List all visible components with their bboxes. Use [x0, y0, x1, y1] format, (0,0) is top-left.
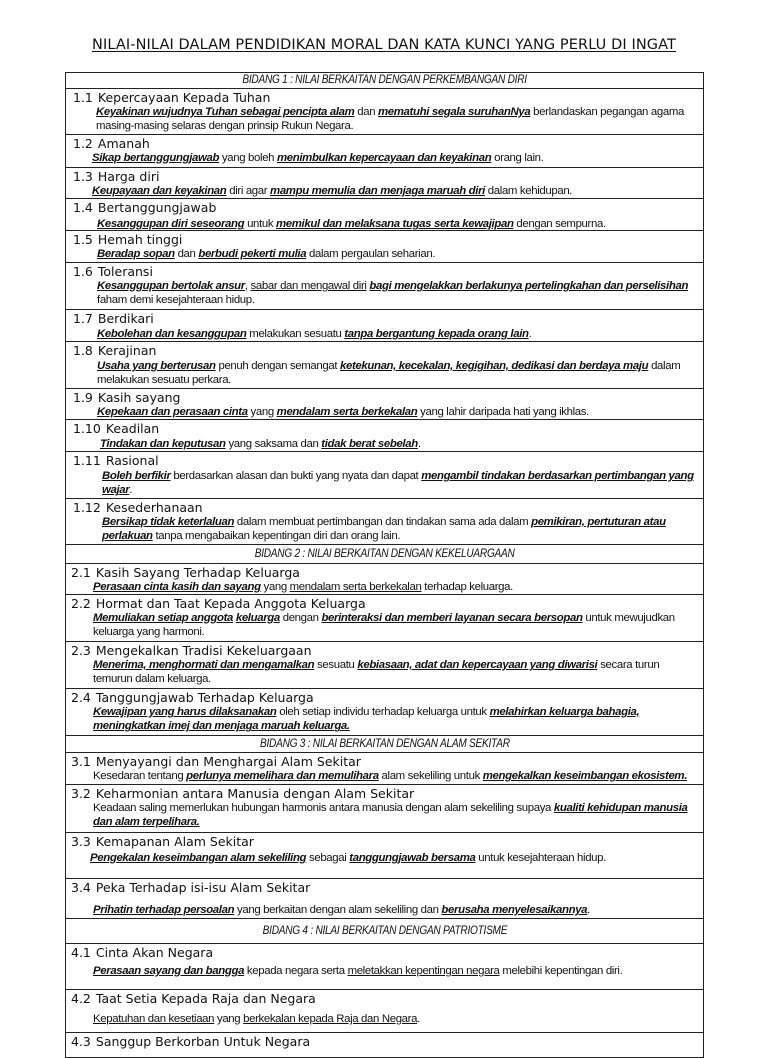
value-heading: [66, 564, 703, 580]
keyword: Kewajipan yang harus dilaksanakan: [93, 706, 277, 718]
description-text: oleh setiap individu terhadap keluarga untuk: [276, 706, 490, 718]
value-name: Bertanggungjawab: [97, 200, 217, 215]
keyword: Beradap sopan: [97, 248, 175, 260]
keyword: Bersikap tidak keterlaluan: [102, 516, 235, 528]
value-name: Rasional: [105, 453, 159, 468]
value-name: Kepercayaan Kepada Tuhan: [97, 90, 271, 105]
value-heading: [66, 642, 703, 658]
keyword: tanpa bergantung kepada orang lain: [344, 328, 529, 340]
value-row: [66, 499, 703, 545]
description-text: alam sekeliling untuk: [378, 770, 483, 782]
value-heading: [66, 263, 703, 279]
description-text: ,: [244, 280, 251, 292]
keyword: Boleh berfikir: [102, 470, 171, 482]
section-heading: [66, 919, 703, 944]
description-text: tanpa mengabaikan kepentingan diri dan orang lain.: [152, 530, 401, 543]
value-row: [66, 595, 703, 642]
description-text: dalam melakukan sesuatu perkara.: [97, 360, 681, 387]
description-text: untuk kesejahteraan hidup.: [475, 852, 606, 864]
keyword: berbudi pekerti mulia: [198, 248, 307, 260]
value-name: Kasih Sayang Terhadap Keluarga: [95, 565, 300, 580]
value-number: 1.8: [73, 343, 93, 358]
value-description: [66, 151, 703, 165]
keyword: memikul dan melaksana tugas serta kewajipan: [276, 218, 514, 230]
value-name: Menyayangi dan Menghargai Alam Sekitar: [95, 754, 361, 769]
value-heading: [66, 944, 703, 960]
value-description: [66, 279, 703, 308]
value-row: [66, 452, 703, 499]
value-number: 1.3: [73, 169, 93, 184]
keyword: tidak berat sebelah: [321, 438, 418, 450]
keyword: tanggungjawab bersama: [349, 852, 476, 864]
value-name: Sanggup Berkorban Untuk Negara: [95, 1034, 311, 1049]
value-name: Kerajinan: [97, 343, 157, 358]
description-text: dan: [174, 248, 199, 260]
value-heading: [66, 990, 703, 1006]
keyword: berusaha menyelesaikannya: [441, 904, 588, 916]
value-number: 1.7: [73, 311, 93, 326]
keyword: melahirkan keluarga bahagia, meningkatkan imej dan menjaga maruah keluarga.: [93, 706, 640, 733]
value-name: Peka Terhadap isi-isu Alam Sekitar: [95, 880, 311, 895]
value-name: Harga diri: [97, 169, 160, 184]
value-row: [66, 564, 703, 595]
keyword: Keupayaan dan keyakinan: [92, 185, 227, 197]
description-text: faham demi kesejahteraan hidup.: [97, 294, 255, 307]
value-description: [66, 217, 703, 231]
keyword: Tindakan dan keputusan: [100, 438, 226, 450]
value-row: [66, 263, 703, 310]
value-description: [66, 184, 703, 198]
description-text: meletakkan kepentingan negara: [347, 965, 500, 977]
value-description: [66, 469, 703, 498]
value-row: [66, 168, 703, 199]
value-name: Amanah: [97, 136, 150, 151]
keyword: mengekalkan keseimbangan ekosistem.: [482, 770, 688, 782]
description-text: yang berkaitan dengan alam sekeliling dan: [234, 904, 442, 916]
value-number: 4.1: [71, 945, 91, 960]
section-heading-text: BIDANG 2 : NILAI BERKAITAN DENGAN KEKELUARGAAN: [254, 548, 515, 560]
page-title: NILAI-NILAI DALAM PENDIDIKAN MORAL DAN KATA KUNCI YANG PERLU DI INGAT: [92, 37, 676, 53]
value-heading: [66, 89, 703, 105]
keyword: Menerima, menghormati dan mengamalkan: [93, 659, 315, 671]
description-text: untuk: [244, 218, 276, 230]
description-text: .: [417, 438, 421, 450]
keyword: Perasaan sayang dan bangga: [93, 965, 245, 977]
keyword: perlunya memelihara dan memulihara: [186, 770, 379, 782]
keyword: kebiasaan, adat dan kepercayaan yang diwarisi: [357, 659, 598, 671]
value-name: Keharmonian antara Manusia dengan Alam Sekitar: [95, 786, 415, 801]
value-number: 2.1: [71, 565, 91, 580]
value-description: [66, 247, 703, 261]
description-text: sebagai: [306, 852, 350, 864]
value-number: 4.2: [71, 991, 91, 1006]
value-name: Mengekalkan Tradisi Kekeluargaan: [95, 643, 312, 658]
value-description: [66, 964, 703, 978]
value-name: Kemapanan Alam Sekitar: [95, 834, 254, 849]
value-heading: [66, 879, 703, 895]
value-number: 2.2: [71, 596, 91, 611]
value-number: 2.4: [71, 690, 91, 705]
value-row: [66, 689, 703, 736]
description-text: berkekalan kepada Raja dan Negara: [243, 1013, 418, 1025]
value-name: Toleransi: [97, 264, 153, 279]
value-row: [66, 753, 703, 785]
description-text: untuk mewujudkan keluarga yang harmoni.: [93, 612, 675, 639]
description-text: dalam membuat pertimbangan dan tindakan sama ada dalam: [234, 516, 532, 528]
value-number: 3.4: [71, 880, 91, 895]
value-number: 1.9: [73, 390, 93, 405]
value-description: [66, 801, 703, 830]
value-name: Cinta Akan Negara: [95, 945, 214, 960]
keyword: Kepekaan dan perasaan cinta: [97, 406, 248, 418]
keyword: Prihatin terhadap persoalan: [93, 904, 235, 916]
value-heading: [66, 310, 703, 326]
value-description: [66, 851, 703, 865]
value-number: 3.1: [71, 754, 91, 769]
description-text: .: [587, 904, 590, 916]
description-text: Kesedaran tentang: [93, 770, 187, 782]
keyword: berinteraksi dan memberi layanan secara bersopan: [321, 612, 583, 624]
value-heading: [66, 753, 703, 769]
value-heading: [66, 168, 703, 184]
section-heading-text: BIDANG 1 : NILAI BERKAITAN DENGAN PERKEMBANGAN DIRI: [242, 74, 527, 86]
value-description: [66, 405, 703, 419]
value-description: [66, 437, 703, 451]
keyword: Perasaan cinta kasih dan sayang: [93, 581, 261, 593]
keyword: Pengekalan keseimbangan alam sekeliling: [90, 852, 307, 864]
keyword: Keyakinan wujudnya Tuhan sebagai pencipta alam: [96, 106, 355, 118]
value-description: [66, 658, 703, 687]
keyword: ketekunan, kecekalan, kegigihan, dedikasi dan berdaya maju: [339, 360, 649, 372]
value-name: Keadilan: [105, 421, 160, 436]
value-row: [66, 199, 703, 231]
value-name: Kesederhanaan: [105, 500, 203, 515]
value-number: 1.4: [73, 200, 93, 215]
value-row: [66, 389, 703, 420]
value-row: [66, 642, 703, 689]
description-text: .: [129, 484, 133, 497]
keyword: bagi mengelakkan berlakunya pertelingkahan dan perselisihan: [369, 280, 689, 292]
keyword: Usaha yang berterusan: [97, 360, 216, 372]
value-heading: [66, 231, 703, 247]
value-heading: [66, 785, 703, 801]
value-row: [66, 89, 703, 135]
value-number: 1.11: [73, 453, 101, 468]
value-row: [66, 231, 703, 263]
value-row: [66, 833, 703, 879]
description-text: sabar dan mengawal diri: [250, 280, 367, 292]
value-row: [66, 879, 703, 919]
description-text: dalam kehidupan.: [484, 185, 573, 197]
description-text: diri agar: [226, 185, 271, 197]
value-number: 1.2: [73, 136, 93, 151]
value-description: [66, 580, 703, 594]
description-text: secara turun temurun dalam keluarga.: [93, 659, 660, 686]
value-name: Hormat dan Taat Kepada Anggota Keluarga: [95, 596, 366, 611]
description-text: mendalam serta berkekalan: [289, 581, 422, 593]
value-name: Taat Setia Kepada Raja dan Negara: [95, 991, 316, 1006]
description-text: sesuatu: [314, 659, 358, 671]
section-heading-text: BIDANG 4 : NILAI BERKAITAN DENGAN PATRIOTISME: [262, 925, 507, 937]
description-text: terhadap keluarga.: [421, 581, 513, 593]
value-name: Tanggungjawab Terhadap Keluarga: [95, 690, 314, 705]
keyword: mematuhi segala suruhanNya: [378, 106, 531, 118]
value-description: [66, 611, 703, 640]
values-table: [65, 72, 704, 1058]
keyword: mendalam serta berkekalan: [276, 406, 418, 418]
description-text: yang lahir daripada hati yang ikhlas.: [417, 406, 589, 418]
keyword: mampu memulia dan menjaga maruah diri: [270, 185, 485, 197]
description-text: yang: [214, 1013, 244, 1025]
description-text: melakukan sesuatu: [246, 328, 345, 340]
keyword: Sikap bertanggungjawab: [92, 152, 220, 164]
value-heading: [66, 499, 703, 515]
value-heading: [66, 389, 703, 405]
value-number: 3.3: [71, 834, 91, 849]
section-heading: [66, 736, 703, 753]
description-text: dengan sempurna.: [513, 218, 606, 230]
value-number: 1.10: [73, 421, 101, 436]
value-description: [66, 903, 703, 917]
value-description: [66, 359, 703, 388]
value-row: [66, 1033, 703, 1058]
description-text: penuh dengan semangat: [215, 360, 340, 372]
value-description: [66, 1012, 703, 1026]
value-row: [66, 310, 703, 342]
value-heading: [66, 833, 703, 849]
description-text: berlandaskan pegangan agama masing-masing selaras dengan prinsip Rukun Negara.: [96, 106, 684, 133]
value-number: 2.3: [71, 643, 91, 658]
keyword: Kebolehan dan kesanggupan: [97, 328, 247, 340]
section-heading: [66, 73, 703, 89]
value-heading: [66, 420, 703, 436]
value-number: 4.3: [71, 1034, 91, 1049]
description-text: yang: [247, 406, 277, 418]
value-heading: [66, 595, 703, 611]
description-text: kepada negara serta: [244, 965, 348, 977]
keyword: kualiti kehidupan manusia dan alam terpelihara.: [93, 802, 688, 829]
value-description: [66, 105, 703, 134]
value-heading: [66, 452, 703, 468]
description-text: yang: [260, 581, 290, 593]
value-row: [66, 135, 703, 168]
description-text: orang lain.: [491, 152, 544, 164]
value-description: [66, 769, 703, 783]
value-row: [66, 342, 703, 389]
keyword: keluarga: [235, 612, 280, 624]
description-text: berdasarkan alasan dan bukti yang nyata dan dapat: [170, 470, 422, 482]
description-text: dan: [354, 106, 379, 118]
value-row: [66, 785, 703, 833]
keyword: pemikiran, pertuturan atau perlakuan: [102, 516, 666, 543]
description-text: melebihi kepentingan diri.: [499, 965, 623, 977]
value-row: [66, 990, 703, 1033]
description-text: dengan: [279, 612, 322, 624]
keyword: Kesanggupan diri seseorang: [97, 218, 245, 230]
value-number: 1.6: [73, 264, 93, 279]
value-name: Kasih sayang: [97, 390, 181, 405]
description-text: yang boleh: [219, 152, 277, 164]
value-number: 1.1: [73, 90, 93, 105]
description-text: dalam pergaulan seharian.: [306, 248, 436, 260]
value-description: [66, 327, 703, 341]
value-description: [66, 705, 703, 734]
value-number: 1.5: [73, 232, 93, 247]
section-heading-text: BIDANG 3 : NILAI BERKAITAN DENGAN ALAM SEKITAR: [259, 738, 510, 750]
value-row: [66, 944, 703, 990]
keyword: Memuliakan setiap anggota: [93, 612, 233, 624]
keyword: mengambil tindakan berdasarkan pertimbangan yang wajar: [102, 470, 694, 497]
description-text: yang saksama dan: [225, 438, 322, 450]
value-number: 1.12: [73, 500, 101, 515]
value-heading: [66, 1033, 703, 1049]
value-heading: [66, 199, 703, 215]
value-row: [66, 420, 703, 452]
keyword: menimbulkan kepercayaan dan keyakinan: [276, 152, 492, 164]
description-text: .: [417, 1013, 420, 1025]
description-text: Keadaan saling memerlukan hubungan harmonis antara manusia dengan alam sekeliling supaya: [93, 802, 554, 814]
value-number: 3.2: [71, 786, 91, 801]
keyword: Kesanggupan bertolak ansur: [97, 280, 245, 292]
value-heading: [66, 689, 703, 705]
value-heading: [66, 342, 703, 358]
section-heading: [66, 545, 703, 564]
description-text: Kepatuhan dan kesetiaan: [93, 1013, 215, 1025]
value-name: Hemah tinggi: [97, 232, 183, 247]
value-description: [66, 515, 703, 544]
value-name: Berdikari: [97, 311, 154, 326]
description-text: .: [528, 328, 532, 340]
value-heading: [66, 135, 703, 151]
